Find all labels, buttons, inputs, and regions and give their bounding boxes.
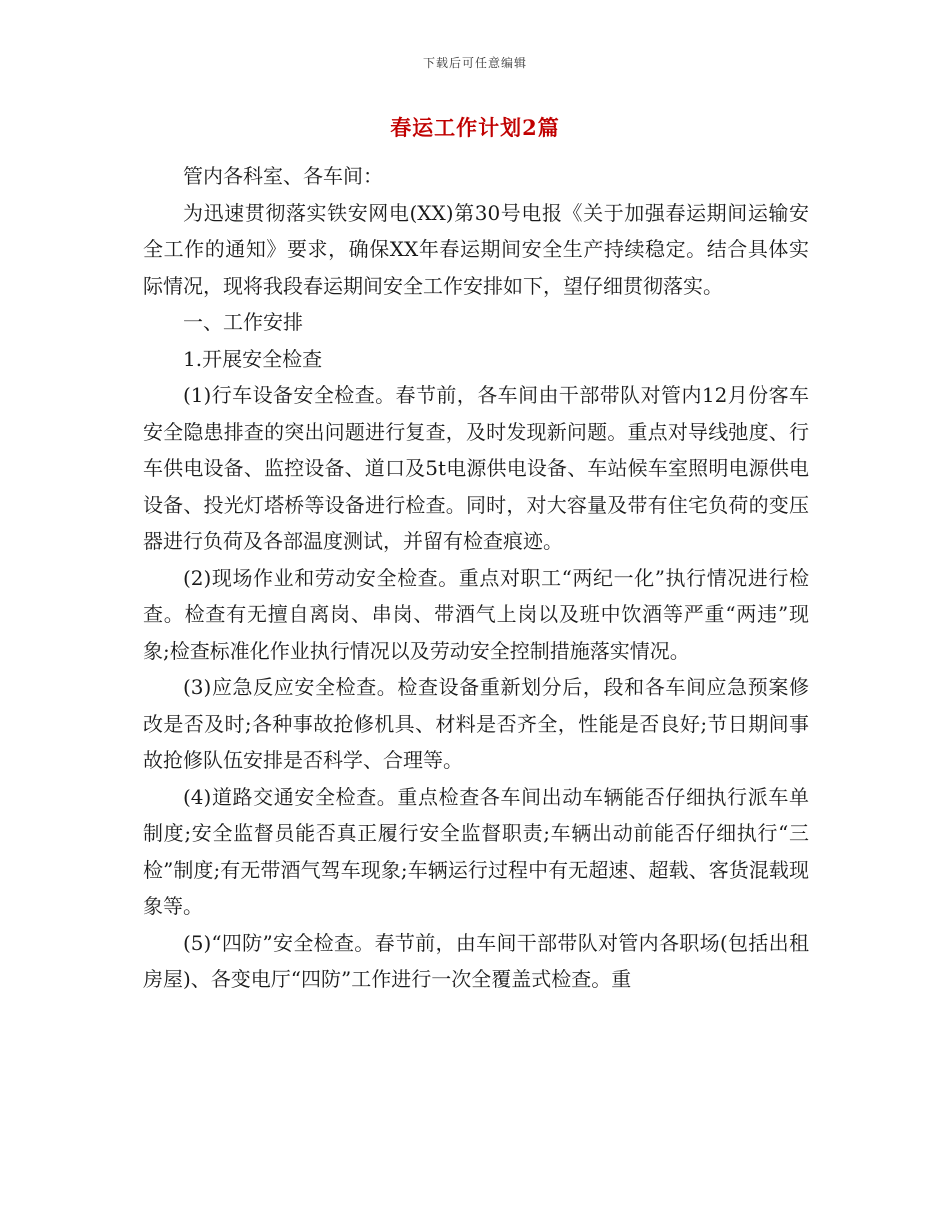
section-heading: 一、工作安排 — [183, 310, 303, 334]
subsection-heading: 1.开展安全检查 — [183, 346, 323, 371]
document-body — [143, 158, 809, 998]
body-paragraph: (5)“四防”安全检查。春节前，由车间干部带队对管内各职场(包括出租房屋)、各变电厅“四防”工作进行一次全覆盖式检查。重 — [143, 930, 809, 991]
body-paragraph: (4)道路交通安全检查。重点检查各车间出动车辆能否仔细执行派车单制度;安全监督员能否真正履行安全监督职责;车辆出动前能否仔细执行“三检”制度;有无带酒气驾车现象;车辆运行过程中有无超速、超载、客货混载现象等。 — [143, 784, 809, 918]
intro-paragraph: 为迅速贯彻落实铁安网电(XX)第30号电报《关于加强春运期间运输安全工作的通知》要求，确保XX年春运期间安全生产持续稳定。结合具体实际情况，现将我段春运期间安全工作安排如下，望仔细贯彻落实。 — [143, 200, 809, 298]
body-paragraph: (2)现场作业和劳动安全检查。重点对职工“两纪一化”执行情况进行检查。检查有无擅自离岗、串岗、带酒气上岗以及班中饮酒等严重“两违”现象;检查标准化作业执行情况以及劳动安全控制措施落实情况。 — [143, 565, 809, 663]
page-header-note: 下载后可任意编辑 — [422, 56, 527, 70]
body-paragraph: (3)应急反应安全检查。检查设备重新划分后，段和各车间应急预案修改是否及时;各种事故抢修机具、材料是否齐全，性能是否良好;节日期间事故抢修队伍安排是否科学、合理等。 — [143, 675, 809, 772]
document-title: 春运工作计划2篇 — [390, 115, 560, 140]
salutation-paragraph: 管内各科室、各车间： — [183, 164, 383, 188]
body-paragraph: (1)行车设备安全检查。春节前，各车间由干部带队对管内12月份客车安全隐患排查的突出问题进行复查，及时发现新问题。重点对导线弛度、行车供电设备、监控设备、道口及5t电源供电设备、车站候车室照明电源供电设备、投光灯塔桥等设备进行检查。同时，对大容量及带有住宅负荷的变压器进行负荷及各部温度测试，并留有检查痕迹。 — [143, 383, 809, 553]
